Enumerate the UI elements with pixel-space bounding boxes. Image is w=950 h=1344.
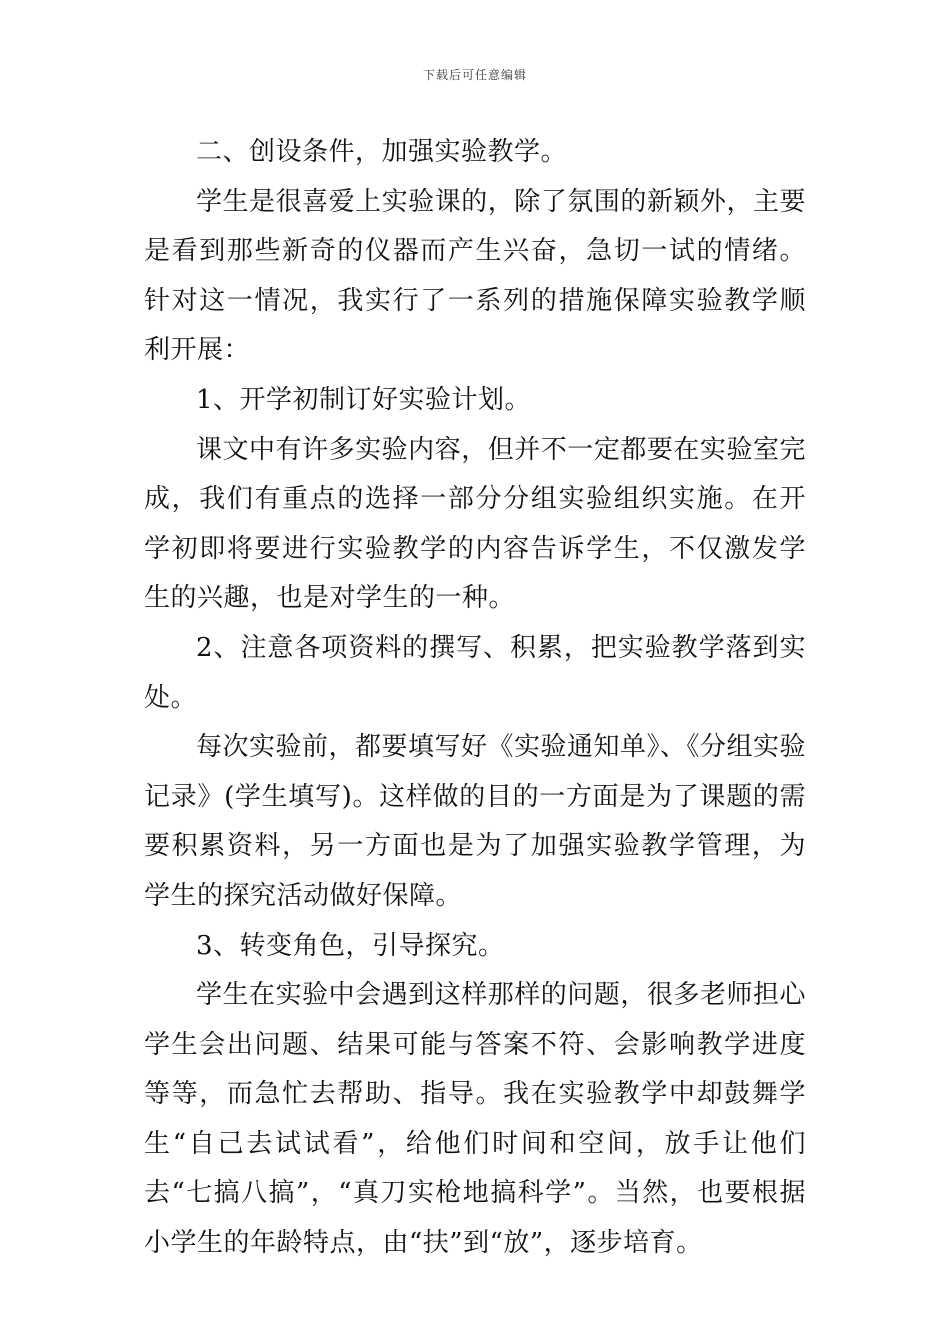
paragraph-guidance: 学生在实验中会遇到这样那样的问题，很多老师担心学生会出问题、结果可能与答案不符、会影响教学进度等等，而急忙去帮助、指导。我在实验教学中却鼓舞学生“自己去试试看”，给他们时间和空间，放手让他们去“七搞八搞”，“真刀实枪地搞科学”。当然，也要根据小学生的年龄特点，由“扶”到“放”，逐步培育。 (144, 980, 806, 1259)
document-body (144, 128, 806, 1269)
subheading-2: 2、注意各项资料的撰写、积累，把实验教学落到实处。 (144, 632, 806, 713)
subheading-1: 1、开学初制订好实验计划。 (196, 384, 532, 415)
subheading-3: 3、转变角色，引导探究。 (196, 930, 505, 961)
header-note: 下载后可任意编辑 (422, 68, 527, 82)
paragraph-records: 每次实验前，都要填写好《实验通知单》、《分组实验记录》(学生填写)。这样做的目的一方面是为了课题的需要积累资料，另一方面也是为了加强实验教学管理，为学生的探究活动做好保障。 (144, 732, 807, 911)
paragraph-plan: 课文中有许多实验内容，但并不一定都要在实验室完成，我们有重点的选择一部分分组实验组织实施。在开学初即将要进行实验教学的内容告诉学生，不仅激发学生的兴趣，也是对学生的一种。 (144, 434, 806, 614)
paragraph-intro: 学生是很喜爱上实验课的，除了氛围的新颖外，主要是看到那些新奇的仪器而产生兴奋，急切一试的情绪。针对这一情况，我实行了一系列的措施保障实验教学顺利开展： (144, 186, 806, 366)
section-heading-2: 二、创设条件，加强实验教学。 (196, 137, 568, 167)
